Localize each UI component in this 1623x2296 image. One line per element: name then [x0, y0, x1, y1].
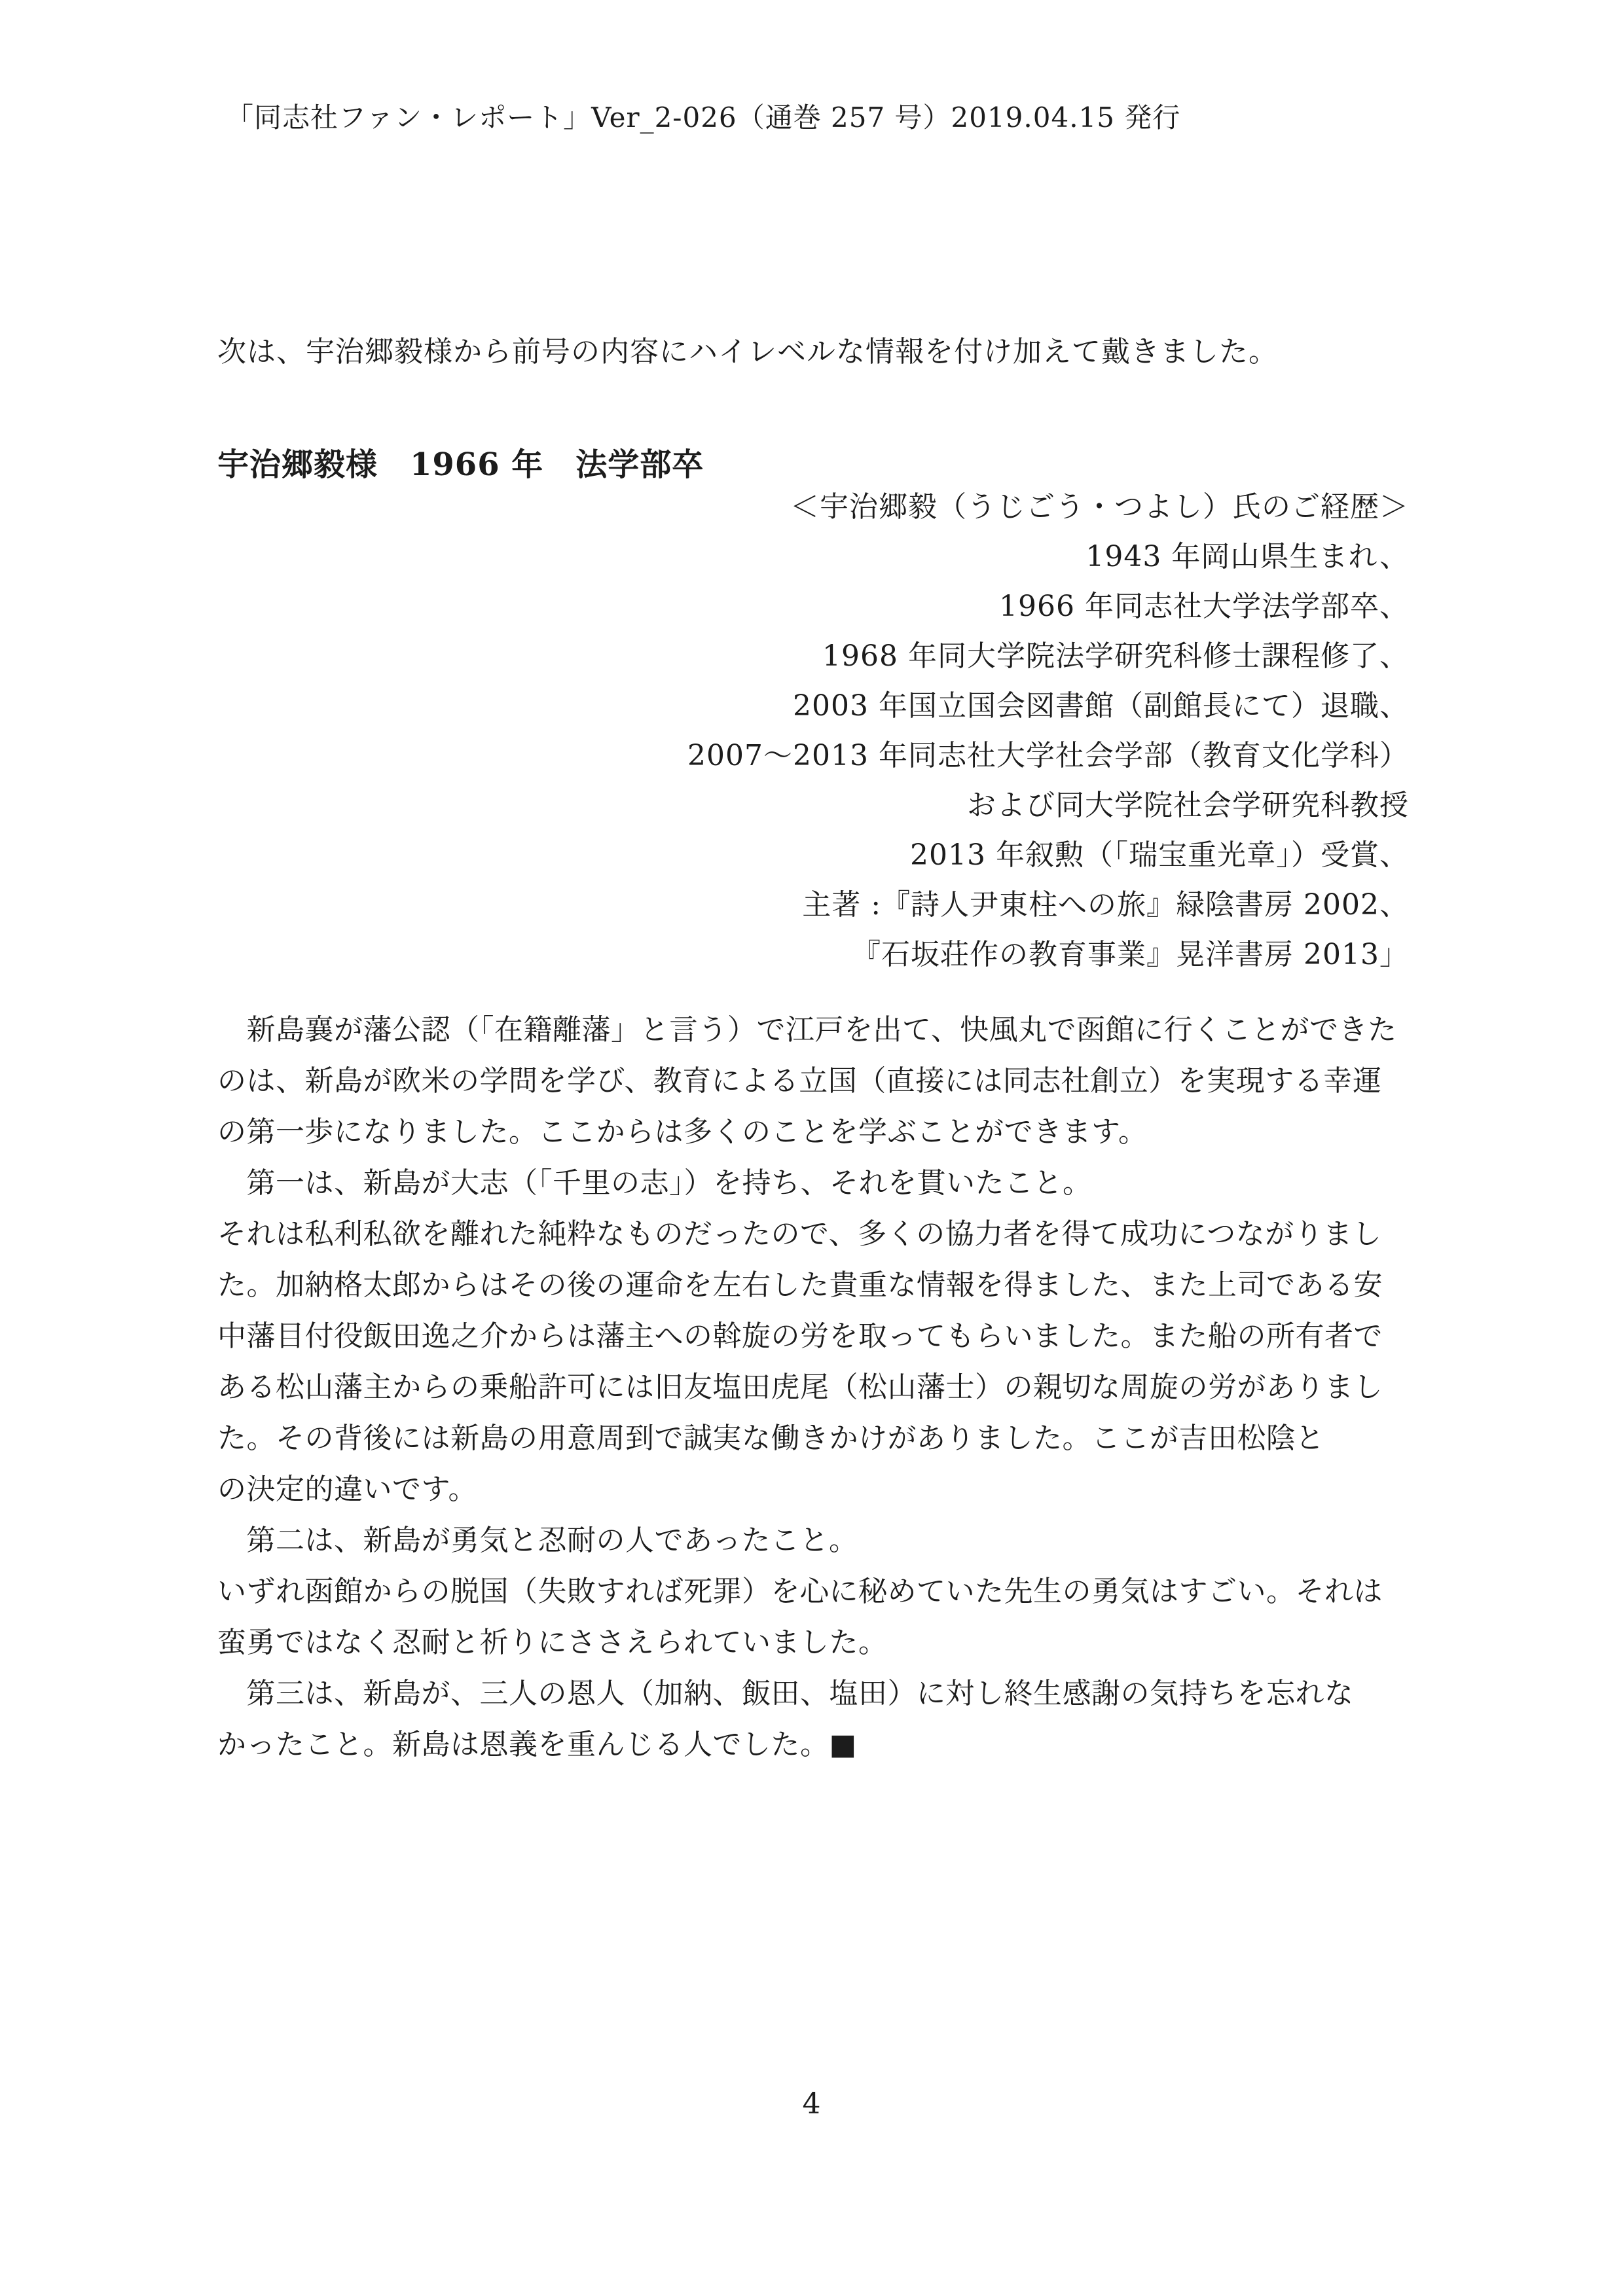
article-line: ある松山藩主からの乗船許可には旧友塩田虎尾（松山藩士）の親切な周旋の労がありまし	[217, 1371, 1383, 1404]
article-line: た。加納格太郎からはその後の運命を左右した貴重な情報を得ました、また上司である安	[217, 1268, 1383, 1302]
career-profile-block	[216, 482, 1409, 980]
running-header: 「同志社ファン・レポート」Ver_2-026（通巻 257 号）2019.04.15 発行	[226, 101, 1181, 134]
alumnus-name-heading: 宇治郷毅様 1966 年 法学部卒	[217, 446, 704, 483]
intro-sentence: 次は、宇治郷毅様から前号の内容にハイレベルな情報を付け加えて戴きました。	[217, 335, 1278, 368]
page-number: 4	[802, 2087, 821, 2121]
article-line: 中藩目付役飯田逸之介からは藩主への斡旋の労を取ってもらいました。また船の所有者で	[217, 1319, 1383, 1353]
article-line: た。その背後には新島の用意周到で誠実な働きかけがありました。ここが吉田松陰と	[217, 1422, 1324, 1455]
career-profile-line: 2003 年国立国会図書館（副館長にて）退職、	[793, 689, 1409, 723]
career-profile-line: 1943 年岡山県生まれ、	[1085, 540, 1409, 573]
article-line: 第三は、新島が、三人の恩人（加納、飯田、塩田）に対し終生感謝の気持ちを忘れな	[217, 1677, 1354, 1710]
career-profile-line: および同大学院社会学研究科教授	[967, 789, 1409, 822]
career-profile-line: 主著 :『詩人尹東柱への旅』緑陰書房 2002、	[802, 888, 1409, 922]
article-line: かったこと。新島は恩義を重んじる人でした。■	[217, 1728, 857, 1761]
career-profile-title: ＜宇治郷毅（うじごう・つよし）氏のご経歴＞	[790, 490, 1409, 524]
article-line: いずれ函館からの脱国（失敗すれば死罪）を心に秘めていた先生の勇気はすごい。それは	[217, 1575, 1383, 1608]
article-line: 新島襄が藩公認（「在籍離藩」と言う）で江戸を出て、快風丸で函館に行くことができた	[217, 1013, 1397, 1047]
article-line: 第一は、新島が大志（「千里の志」）を持ち、それを貫いたこと。	[217, 1166, 1092, 1200]
career-profile-line: 1966 年同志社大学法学部卒、	[999, 590, 1409, 623]
article-line: の第一歩になりました。ここからは多くのことを学ぶことができます。	[217, 1115, 1148, 1149]
article-line: 第二は、新島が勇気と忍耐の人であったこと。	[217, 1524, 858, 1557]
article-line: それは私利私欲を離れた純粋なものだったので、多くの協力者を得て成功につながりまし	[217, 1217, 1382, 1251]
article-line: 蛮勇ではなく忍耐と祈りにささえられていました。	[217, 1626, 888, 1659]
career-profile-line: 『石坂荘作の教育事業』晃洋書房 2013」	[852, 938, 1409, 971]
career-profile-line: 1968 年同大学院法学研究科修士課程修了、	[822, 639, 1409, 673]
article-line: の決定的違いです。	[217, 1473, 477, 1506]
article-line: のは、新島が欧米の学問を学び、教育による立国（直接には同志社創立）を実現する幸運	[217, 1064, 1382, 1098]
career-profile-line: 2013 年叙勲（「瑞宝重光章」）受賞、	[910, 838, 1409, 872]
main-article-text	[217, 1005, 1412, 1770]
career-profile-line: 2007～2013 年同志社大学社会学部（教育文化学科）	[687, 739, 1409, 772]
